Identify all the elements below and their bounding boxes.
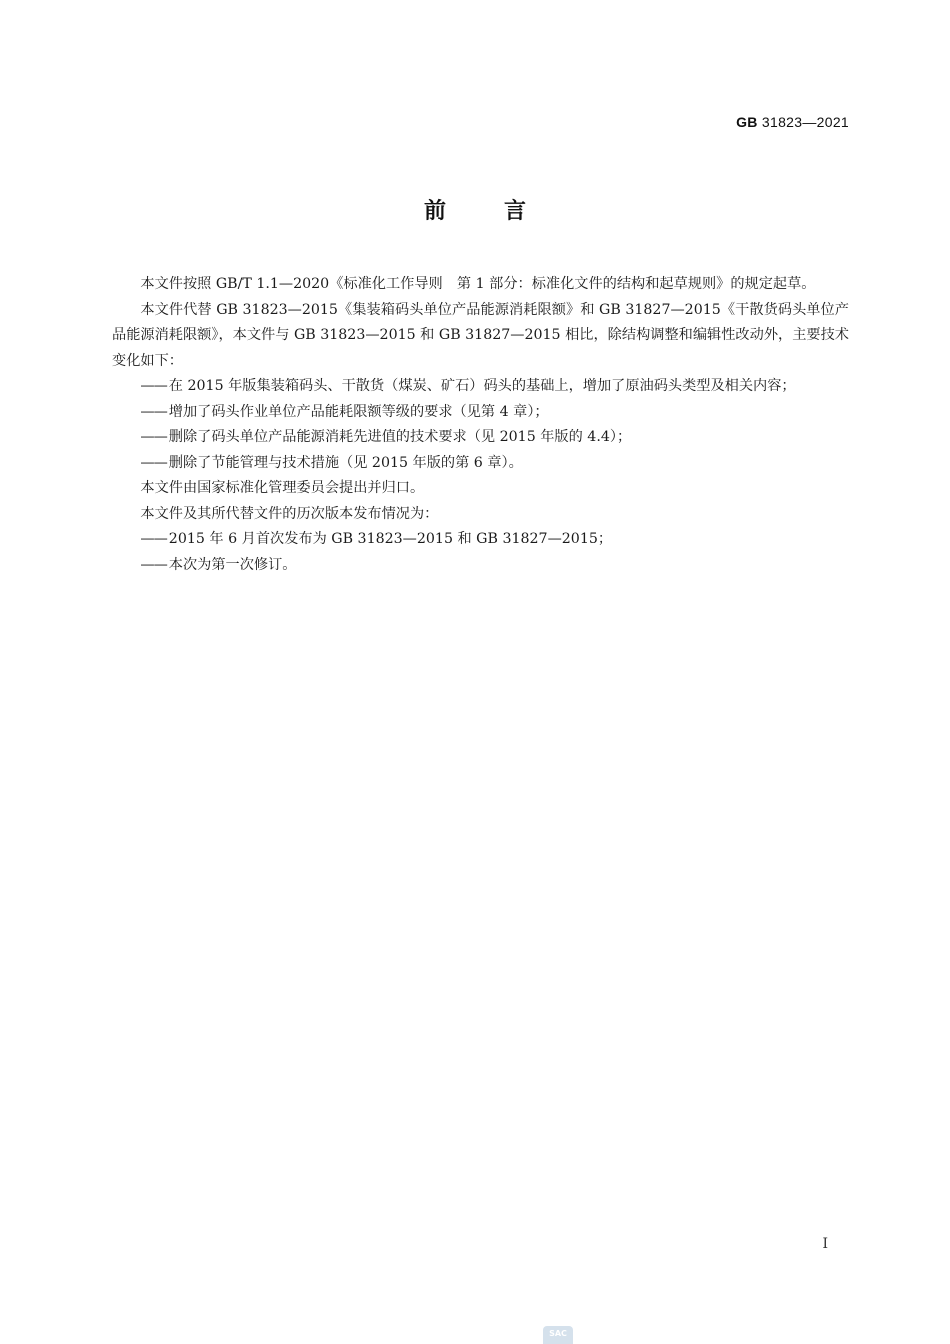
list-item-change — [112, 374, 849, 400]
change-text: 在 2015 年版集装箱码头、干散货（煤炭、矿石）码头的基础上，增加了原油码头类型及相关内容； — [168, 378, 796, 394]
history-text: 本次为第一次修订。 — [168, 556, 297, 573]
standard-code-number: 31823—2021 — [761, 114, 849, 130]
document-body — [112, 272, 849, 578]
paragraph-proposer: 本文件由国家标准化管理委员会提出并归口。 — [140, 480, 425, 496]
change-text: 删除了节能管理与技术措施（见 2015 年版的第 6 章）。 — [168, 454, 523, 471]
page-title: 前言 — [423, 199, 584, 224]
list-item-history — [112, 553, 849, 579]
standard-code-prefix: GB — [736, 114, 758, 130]
change-text: 增加了码头作业单位产品能耗限额等级的要求（见第 4 章）； — [168, 403, 549, 420]
page-number: I — [822, 1236, 828, 1252]
dash-marker: —— — [140, 429, 167, 445]
list-item-change — [112, 451, 849, 477]
change-text: 删除了码头单位产品能源消耗先进值的技术要求（见 2015 年版的 4.4）； — [168, 429, 632, 445]
list-item-change — [112, 425, 849, 451]
list-item-history — [112, 527, 849, 553]
paragraph-history-intro: 本文件及其所代替文件的历次版本发布情况为： — [140, 505, 439, 522]
dash-marker: —— — [140, 454, 167, 471]
sac-watermark-logo: SAC — [543, 1326, 573, 1344]
history-text: 2015 年 6 月首次发布为 GB 31823—2015 和 GB 31827—2015； — [168, 531, 613, 547]
paragraph-replacement: 本文件代替 GB 31823—2015《集装箱码头单位产品能源消耗限额》和 GB 31827—2015《干散货码头单位产品能源消耗限额》，本文件与 GB 31823—2015 和 GB 31827—2015 相比，除结构调整和编辑性改动外，主要技术变化如下： — [112, 301, 849, 369]
dash-marker: —— — [140, 531, 167, 547]
dash-marker: —— — [140, 556, 167, 573]
standard-code-header — [736, 114, 849, 130]
list-item-change — [112, 400, 849, 426]
paragraph-drafting-rules: 本文件按照 GB/T 1.1—2020《标准化工作导则 第 1 部分：标准化文件的结构和起草规则》的规定起草。 — [140, 276, 816, 292]
dash-marker: —— — [140, 403, 167, 420]
dash-marker: —— — [140, 378, 167, 394]
